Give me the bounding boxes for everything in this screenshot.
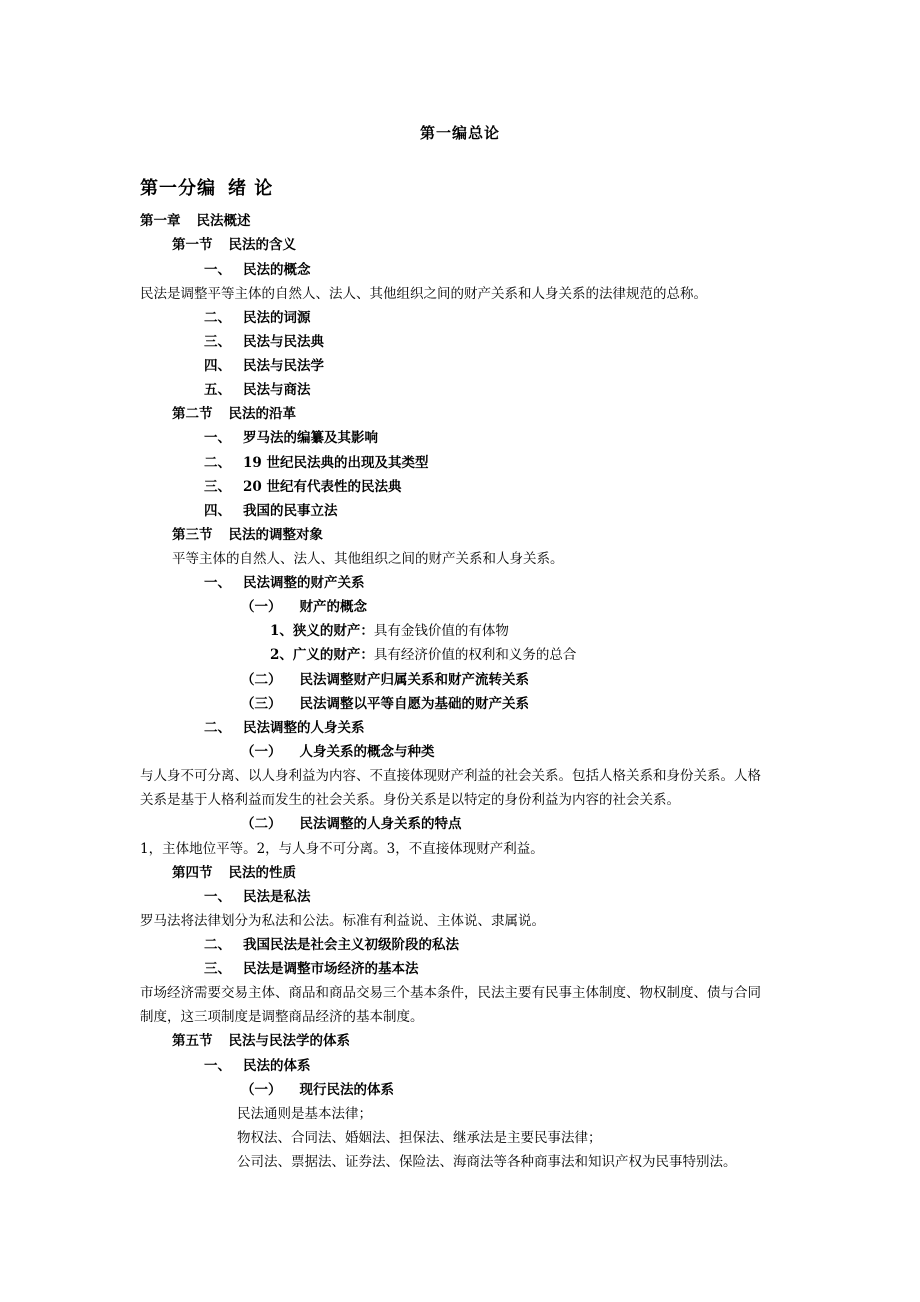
section-heading	[172, 236, 296, 254]
item-heading	[204, 1057, 311, 1075]
body-text: 平等主体的自然人、法人、其他组织之间的财产关系和人身关系。	[172, 551, 564, 567]
item-number: 一、	[204, 262, 231, 278]
sub-number: （一）	[241, 599, 282, 615]
point-definition: 具有经济价值的权利和义务的总合	[373, 647, 577, 663]
body-text: 1，主体地位平等。2，与人身不可分离。3，不直接体现财产利益。	[140, 841, 544, 857]
section-heading	[172, 864, 296, 882]
sub-number: （二）	[241, 672, 282, 688]
item-number: 四、	[204, 503, 231, 519]
item-text: 民法与民法典	[243, 334, 324, 350]
item-heading	[204, 478, 402, 496]
item-heading	[204, 960, 419, 978]
sub-heading	[241, 695, 529, 713]
sub-number: （一）	[241, 1082, 282, 1098]
point-number: 1、	[270, 623, 293, 639]
heading-text: 民法的性质	[228, 865, 296, 881]
sub-text: 人身关系的概念与种类	[299, 744, 435, 760]
body-text: 民法是调整平等主体的自然人、法人、其他组织之间的财产关系和人身关系的法律规范的总称。	[140, 286, 707, 302]
heading-text: 民法的含义	[228, 237, 296, 253]
part-label: 第一分编	[140, 178, 216, 199]
body-text: 民法通则是基本法律；	[237, 1106, 372, 1122]
heading-text: 民法的沿革	[228, 406, 296, 422]
item-text: 民法与民法学	[243, 358, 324, 374]
point-number: 2、	[270, 647, 293, 663]
item-text: 民法是私法	[243, 889, 311, 905]
item-heading	[204, 381, 311, 399]
sub-text: 财产的概念	[299, 599, 367, 615]
item-number: 一、	[204, 575, 231, 591]
section-heading	[172, 405, 296, 423]
item-heading	[204, 502, 338, 520]
item-text: 我国民法是社会主义初级阶段的私法	[243, 937, 459, 953]
item-number: 四、	[204, 358, 231, 374]
item-number: 三、	[204, 479, 231, 495]
item-text: 民法调整的人身关系	[243, 720, 365, 736]
item-text: 民法的体系	[243, 1058, 311, 1074]
item-number: 一、	[204, 1058, 231, 1074]
heading-number: 第三节	[172, 527, 213, 543]
item-text: 我国的民事立法	[243, 503, 338, 519]
sub-text: 民法调整的人身关系的特点	[299, 816, 462, 832]
section-heading	[172, 526, 323, 544]
item-text: 民法调整的财产关系	[243, 575, 365, 591]
part-heading	[140, 174, 273, 200]
sub-heading	[241, 743, 435, 761]
section-heading	[172, 1032, 350, 1050]
body-text: 制度，这三项制度是调整商品经济的基本制度。	[140, 1009, 424, 1025]
sub-text: 民法调整财产归属关系和财产流转关系	[299, 672, 529, 688]
point-item	[270, 622, 509, 640]
heading-text: 民法与民法学的体系	[228, 1033, 350, 1049]
body-text: 罗马法将法律划分为私法和公法。标准有利益说、主体说、隶属说。	[140, 913, 545, 929]
sub-heading	[241, 1081, 394, 1099]
item-text: 20 世纪有代表性的民法典	[243, 479, 402, 495]
heading-text: 民法概述	[196, 213, 251, 229]
item-heading	[204, 261, 311, 279]
heading-number: 第一章	[140, 213, 181, 229]
item-number: 二、	[204, 310, 231, 326]
heading-number: 第二节	[172, 406, 213, 422]
item-heading	[204, 429, 378, 447]
item-number: 五、	[204, 382, 231, 398]
item-number: 三、	[204, 334, 231, 350]
heading-number: 第四节	[172, 865, 213, 881]
item-heading	[204, 454, 429, 472]
point-item	[270, 646, 576, 664]
item-number: 一、	[204, 889, 231, 905]
body-text: 关系是基于人格利益而发生的社会关系。身份关系是以特定的身份利益为内容的社会关系。	[140, 792, 680, 808]
sub-number: （二）	[241, 816, 282, 832]
item-text: 罗马法的编纂及其影响	[243, 430, 378, 446]
item-text: 19 世纪民法典的出现及其类型	[243, 455, 429, 471]
item-heading	[204, 936, 459, 954]
item-text: 民法的词源	[243, 310, 311, 326]
sub-heading	[241, 598, 367, 616]
chapter-heading	[140, 212, 251, 230]
sub-number: （一）	[241, 744, 282, 760]
item-text: 民法的概念	[243, 262, 311, 278]
item-heading	[204, 309, 311, 327]
item-number: 三、	[204, 961, 231, 977]
body-text: 市场经济需要交易主体、商品和商品交易三个基本条件，民法主要有民事主体制度、物权制度、债与合同	[140, 985, 761, 1001]
point-definition: 具有金钱价值的有体物	[373, 623, 509, 639]
item-heading	[204, 574, 365, 592]
item-heading	[204, 888, 311, 906]
point-term: 广义的财产：	[292, 647, 374, 663]
point-term: 狭义的财产：	[292, 623, 374, 639]
heading-text: 民法的调整对象	[228, 527, 323, 543]
item-number: 二、	[204, 937, 231, 953]
item-number: 一、	[204, 430, 231, 446]
sub-heading	[241, 671, 529, 689]
sub-text: 民法调整以平等自愿为基础的财产关系	[299, 696, 529, 712]
body-text: 与人身不可分离、以人身利益为内容、不直接体现财产利益的社会关系。包括人格关系和身份关系。人格	[140, 768, 761, 784]
part-name: 绪 论	[228, 178, 274, 199]
item-number: 二、	[204, 720, 231, 736]
item-heading	[204, 333, 324, 351]
sub-number: （三）	[241, 696, 282, 712]
sub-heading	[241, 815, 462, 833]
item-text: 民法是调整市场经济的基本法	[243, 961, 419, 977]
heading-number: 第一节	[172, 237, 213, 253]
heading-number: 第五节	[172, 1033, 213, 1049]
sub-text: 现行民法的体系	[299, 1082, 394, 1098]
item-heading	[204, 357, 324, 375]
body-text: 公司法、票据法、证券法、保险法、海商法等各种商事法和知识产权为民事特别法。	[237, 1154, 737, 1170]
item-number: 二、	[204, 455, 231, 471]
document-title: 第一编总论	[419, 124, 500, 142]
item-text: 民法与商法	[243, 382, 311, 398]
body-text: 物权法、合同法、婚姻法、担保法、继承法是主要民事法律；	[237, 1130, 602, 1146]
item-heading	[204, 719, 365, 737]
